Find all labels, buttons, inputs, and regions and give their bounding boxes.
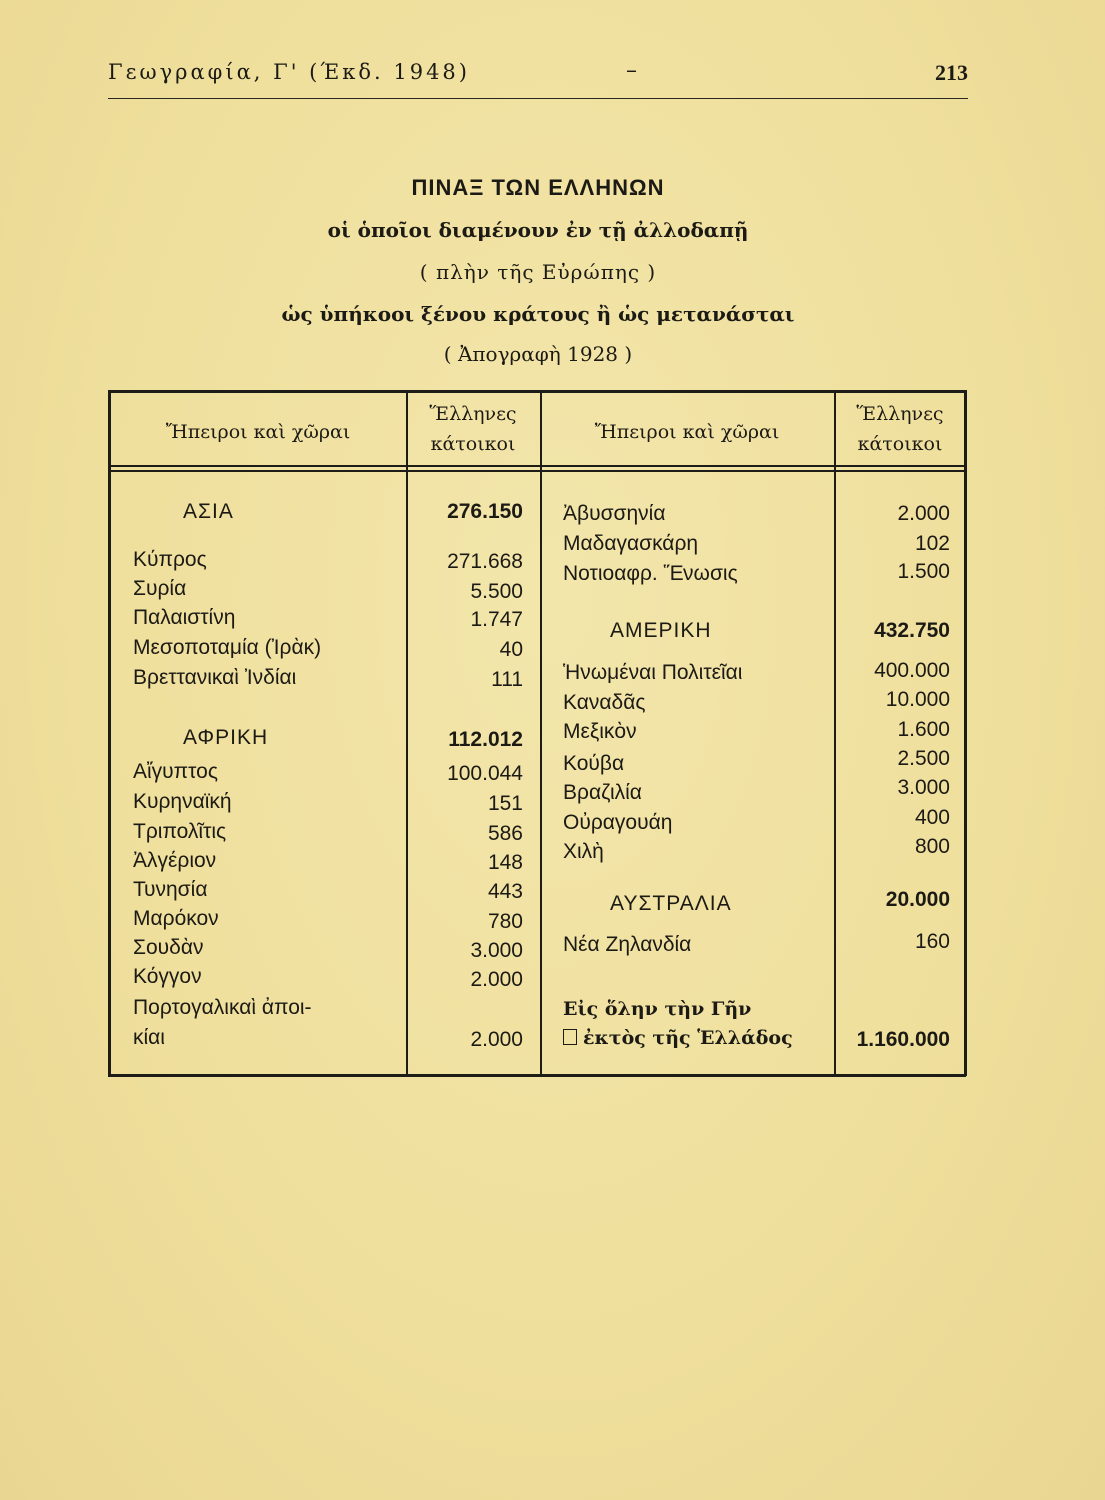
total-label-line2	[563, 1027, 793, 1049]
country-label: Καναδᾶς	[563, 691, 646, 714]
header-continents-left: Ἤπειροι καὶ χῶραι	[165, 421, 351, 443]
country-label: Ἡνωμέναι Πολιτεῖαι	[563, 661, 743, 684]
country-value: 2.000	[470, 1028, 523, 1051]
continent-asia-label: ΑΣΙΑ	[183, 500, 234, 523]
country-label: Βρεττανικαὶ Ἰνδίαι	[133, 666, 297, 689]
country-label: Τριπολῖτις	[133, 820, 227, 843]
country-label: Συρία	[133, 577, 187, 600]
country-label: Κούβα	[563, 752, 625, 775]
header-rule	[108, 98, 968, 99]
country-value: 3.000	[897, 776, 950, 799]
continent-australia-value: 20.000	[885, 888, 950, 911]
country-value: 102	[914, 532, 950, 555]
population-table	[108, 390, 966, 1080]
country-value: 400.000	[874, 659, 950, 682]
country-label: Παλαιστίνη	[133, 606, 236, 629]
table-header-rule-2	[108, 470, 966, 472]
country-value: 10.000	[885, 688, 950, 711]
table-left-border	[108, 390, 111, 1076]
country-value: 586	[487, 822, 523, 845]
title-subtitle-4: ( Ἀπογραφὴ 1928 )	[443, 342, 633, 366]
continent-asia-value: 276.150	[447, 500, 523, 523]
total-label-line1: Εἰς ὅλην τὴν Γῆν	[563, 998, 752, 1020]
country-label: Χιλὴ	[563, 840, 604, 863]
country-value: 1.747	[470, 608, 523, 631]
total-value: 1.160.000	[856, 1028, 950, 1051]
header-dash: –	[626, 58, 637, 83]
title-subtitle-3: ὡς ὑπήκοοι ξένου κράτους ἢ ὡς μετανάσται	[281, 302, 795, 326]
country-value: 271.668	[447, 550, 523, 573]
printer-mark-icon	[563, 1029, 577, 1045]
country-value: 2.000	[470, 968, 523, 991]
country-label: Σουδὰν	[133, 936, 204, 959]
country-label: Κυρηναϊκή	[133, 790, 232, 813]
country-value: 160	[914, 930, 950, 953]
continent-america-label: ΑΜΕΡΙΚΗ	[610, 619, 712, 642]
title-subtitle-1: οἱ ὁποῖοι διαμένουν ἐν τῇ ἀλλοδαπῇ	[327, 218, 749, 242]
country-value: 3.000	[470, 939, 523, 962]
column-divider-2	[540, 390, 542, 1076]
continent-america-value: 432.750	[874, 619, 950, 642]
country-label: Νοτιοαφρ. Ἕνωσις	[563, 562, 738, 585]
country-label: Μαδαγασκάρη	[563, 532, 699, 555]
country-label: Αἴγυπτος	[133, 760, 218, 783]
country-value: 148	[487, 851, 523, 874]
country-value: 151	[487, 792, 523, 815]
country-value: 2.000	[897, 502, 950, 525]
table-right-border	[964, 390, 967, 1076]
country-value: 111	[491, 668, 523, 691]
country-label: Κύπρος	[133, 548, 207, 571]
country-value: 1.500	[897, 560, 950, 583]
country-value: 800	[914, 835, 950, 858]
country-value: 400	[914, 806, 950, 829]
country-value: 780	[487, 910, 523, 933]
continent-africa-value: 112.012	[448, 728, 523, 751]
total-label-text: ἐκτὸς τῆς Ἑλλάδος	[583, 1027, 793, 1049]
country-label: Μεσοποταμία (Ἰρὰκ)	[133, 636, 322, 659]
header-residents-right-1: Ἕλληνες	[856, 403, 944, 425]
title-subtitle-2: ( πλὴν τῆς Εὐρώπης )	[419, 260, 657, 284]
table-header-rule	[108, 465, 966, 467]
country-label: Πορτογαλικαὶ ἀποι-	[133, 996, 312, 1019]
country-value: 40	[499, 638, 523, 661]
country-label: Ἀβυσσηνία	[563, 502, 666, 525]
country-label: Οὐραγουάη	[563, 811, 673, 834]
table-top-rule	[108, 390, 966, 393]
country-label: Μαρόκον	[133, 907, 219, 930]
table-bottom-rule	[108, 1074, 966, 1077]
country-value: 5.500	[470, 580, 523, 603]
country-label: Ἀλγέριον	[133, 849, 217, 872]
header-continents-right: Ἤπειροι καὶ χῶραι	[594, 421, 780, 443]
country-label: Τυνησία	[133, 878, 208, 901]
country-value: 100.044	[447, 762, 523, 785]
country-value: 443	[487, 880, 523, 903]
continent-africa-label: ΑΦΡΙΚΗ	[183, 726, 269, 749]
page-number: 213	[935, 60, 968, 85]
country-value: 2.500	[897, 747, 950, 770]
country-label: Μεξικὸν	[563, 720, 637, 743]
running-title: Γεωγραφία, Γ' (Έκδ. 1948)	[108, 60, 470, 84]
header-residents-left-1: Ἕλληνες	[429, 403, 517, 425]
country-label: Βραζιλία	[563, 781, 642, 804]
country-label: Νέα Ζηλανδία	[563, 933, 692, 956]
table-title: ΠΙΝΑΞ ΤΩΝ ΕΛΛΗΝΩΝ	[411, 175, 665, 200]
header-residents-right-2: κάτοικοι	[857, 433, 943, 455]
country-label: Κόγγον	[133, 965, 202, 988]
page-header	[108, 60, 968, 100]
country-label: κίαι	[133, 1026, 165, 1049]
country-value: 1.600	[897, 718, 950, 741]
continent-australia-label: ΑΥΣΤΡΑΛΙΑ	[610, 892, 732, 915]
header-residents-left-2: κάτοικοι	[430, 433, 516, 455]
